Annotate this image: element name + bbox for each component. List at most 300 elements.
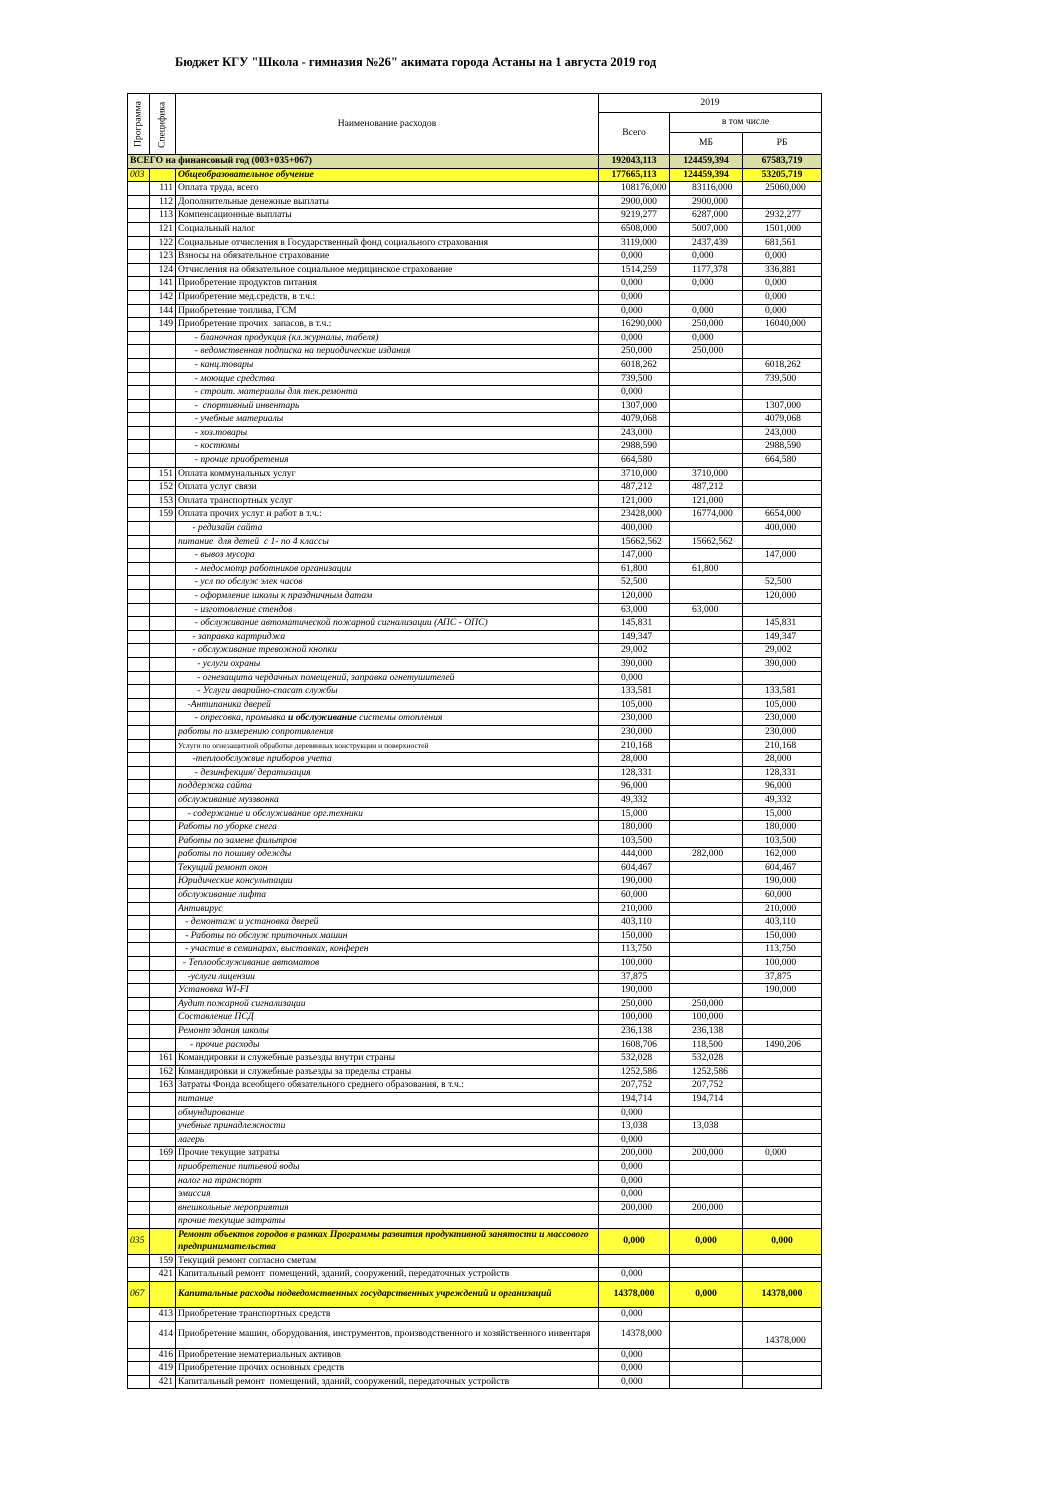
rb-value [743, 1133, 822, 1147]
row-name-text: -услуги лицензии [178, 970, 255, 982]
row-name [176, 1215, 599, 1229]
row-name [176, 454, 599, 468]
row-name-text: - канц.товары [178, 358, 254, 370]
specific-code: 421 [150, 1268, 176, 1282]
total-value: 13,038 [599, 1120, 670, 1134]
mb-value [670, 698, 743, 712]
row-name [176, 1201, 599, 1215]
total-value: 105,000 [599, 698, 670, 712]
mb-value [670, 1375, 743, 1389]
table-row [128, 821, 822, 835]
row-name [176, 644, 599, 658]
rb-value: 67583,719 [743, 155, 822, 169]
specific-code: 124 [150, 263, 176, 277]
row-name [176, 725, 599, 739]
specific-code [150, 957, 176, 971]
program-code [128, 807, 150, 821]
total-value: 14378,000 [599, 1321, 670, 1348]
table-row [128, 793, 822, 807]
row-name [176, 671, 599, 685]
row-name [176, 712, 599, 726]
mb-value [670, 943, 743, 957]
specific-code [150, 657, 176, 671]
rb-value: 37,875 [743, 970, 822, 984]
program-code [128, 617, 150, 631]
rb-value: 400,000 [743, 522, 822, 536]
row-name [176, 277, 599, 291]
program-code [128, 182, 150, 196]
row-name [176, 372, 599, 386]
rb-value [743, 1174, 822, 1188]
row-name-text: Оплата труда, всего [178, 182, 259, 194]
program-code [128, 753, 150, 767]
program-code [128, 209, 150, 223]
rb-value: 604,467 [743, 861, 822, 875]
table-row [128, 1321, 822, 1348]
row-name-text: Юридические консультации [178, 875, 293, 887]
total-value: 210,168 [599, 739, 670, 753]
row-name [176, 1174, 599, 1188]
program-code [128, 290, 150, 304]
program-code [128, 1160, 150, 1174]
header-rb: РБ [743, 133, 822, 155]
row-name [176, 1307, 599, 1321]
mb-value: 532,028 [670, 1052, 743, 1066]
program-code [128, 943, 150, 957]
specific-code [150, 562, 176, 576]
table-row [128, 603, 822, 617]
row-name-text: Услуги по огнезащитной обработке деревянных конструкции и поверхностей [178, 740, 429, 750]
specific-code [150, 943, 176, 957]
mb-value [670, 834, 743, 848]
program-code [128, 590, 150, 604]
mb-value [670, 1106, 743, 1120]
mb-value: 118,500 [670, 1038, 743, 1052]
specific-code [150, 793, 176, 807]
rb-value: 14378,000 [743, 1321, 822, 1348]
rb-value [743, 1188, 822, 1202]
row-name [176, 848, 599, 862]
header-year: 2019 [599, 94, 822, 113]
row-name-text: Антивирус [178, 902, 223, 914]
row-name [176, 889, 599, 903]
total-value: 149,347 [599, 630, 670, 644]
program-code: 035 [128, 1228, 150, 1254]
total-value: 1608,706 [599, 1038, 670, 1052]
rb-value: 120,000 [743, 590, 822, 604]
program-code [128, 1321, 150, 1348]
total-value: 200,000 [599, 1201, 670, 1215]
rb-value: 0,000 [743, 304, 822, 318]
row-name [176, 304, 599, 318]
rb-value: 128,331 [743, 766, 822, 780]
specific-code [150, 671, 176, 685]
rb-value: 162,000 [743, 848, 822, 862]
rb-value: 15,000 [743, 807, 822, 821]
header-including: в том числе [670, 113, 822, 133]
total-value: 532,028 [599, 1052, 670, 1066]
specific-code [150, 1281, 176, 1307]
rb-value [743, 481, 822, 495]
row-name [176, 549, 599, 563]
mb-value: 83116,000 [670, 182, 743, 196]
specific-code: 159 [150, 508, 176, 522]
mb-value: 100,000 [670, 1011, 743, 1025]
mb-value: 0,000 [670, 304, 743, 318]
total-value: 63,000 [599, 603, 670, 617]
total-value: 3119,000 [599, 236, 670, 250]
rb-value: 1501,000 [743, 222, 822, 236]
total-value: 103,500 [599, 834, 670, 848]
specific-code: 414 [150, 1321, 176, 1348]
row-name [176, 1348, 599, 1362]
program-code [128, 1011, 150, 1025]
program-row [128, 1281, 822, 1307]
rb-value: 739,500 [743, 372, 822, 386]
row-name-text: - учебные материалы [178, 413, 284, 425]
specific-code [150, 821, 176, 835]
header-mb: МБ [670, 133, 743, 155]
total-value: 6018,262 [599, 358, 670, 372]
row-name-text: - дезинфекция/ дератизация [178, 766, 311, 778]
row-name [176, 1052, 599, 1066]
total-value: 190,000 [599, 875, 670, 889]
rb-value: 49,332 [743, 793, 822, 807]
row-name [176, 1025, 599, 1039]
total-value: 16290,000 [599, 318, 670, 332]
row-name-text: работы по пошиву одежды [178, 848, 292, 860]
mb-value: 0,000 [670, 331, 743, 345]
mb-value [670, 807, 743, 821]
rb-value: 0,000 [743, 290, 822, 304]
rb-value [743, 1025, 822, 1039]
row-name-tail: системы отопления [356, 712, 443, 724]
rb-value [743, 1065, 822, 1079]
specific-code: 151 [150, 467, 176, 481]
rb-value [743, 535, 822, 549]
total-value: 1514,259 [599, 263, 670, 277]
row-name-text: - содержание и обслуживание орг.техники [178, 807, 363, 819]
mb-value [670, 957, 743, 971]
table-row [128, 1120, 822, 1134]
specific-code [150, 984, 176, 998]
row-name [176, 440, 599, 454]
specific-code: 144 [150, 304, 176, 318]
rb-value: 243,000 [743, 426, 822, 440]
rb-value: 145,831 [743, 617, 822, 631]
rb-value: 28,000 [743, 753, 822, 767]
table-row [128, 997, 822, 1011]
mb-value: 1252,586 [670, 1065, 743, 1079]
program-code [128, 902, 150, 916]
row-name-text: -Антипаника дверей [178, 698, 271, 710]
table-row [128, 875, 822, 889]
total-value: 128,331 [599, 766, 670, 780]
total-value: 604,467 [599, 861, 670, 875]
rb-value [743, 671, 822, 685]
row-name [176, 195, 599, 209]
row-name [176, 1065, 599, 1079]
table-row [128, 807, 822, 821]
specific-code: 421 [150, 1375, 176, 1389]
specific-code: 141 [150, 277, 176, 291]
mb-value: 13,038 [670, 1120, 743, 1134]
program-code [128, 1120, 150, 1134]
mb-value: 207,752 [670, 1079, 743, 1093]
mb-value [670, 1215, 743, 1229]
row-name [176, 875, 599, 889]
total-value: 23428,000 [599, 508, 670, 522]
row-name [176, 290, 599, 304]
row-name-text: поддержка сайта [178, 780, 252, 792]
program-code [128, 1348, 150, 1362]
total-value: 0,000 [599, 386, 670, 400]
mb-value: 0,000 [670, 1228, 743, 1254]
mb-value [670, 1133, 743, 1147]
row-name-text: Оплата услуг связи [178, 481, 257, 493]
rb-value [743, 331, 822, 345]
specific-code [150, 766, 176, 780]
program-code [128, 834, 150, 848]
table-row [128, 889, 822, 903]
total-value: 14378,000 [599, 1281, 670, 1307]
program-code [128, 331, 150, 345]
specific-code [150, 372, 176, 386]
total-value: 200,000 [599, 1147, 670, 1161]
specific-code [150, 1120, 176, 1134]
row-name [176, 698, 599, 712]
total-value: 210,000 [599, 902, 670, 916]
row-name [176, 685, 599, 699]
mb-value [670, 712, 743, 726]
rb-value: 336,881 [743, 263, 822, 277]
total-value: 37,875 [599, 970, 670, 984]
rb-value [743, 1348, 822, 1362]
row-name-text: - прочие приобретения [178, 454, 289, 466]
mb-value: 200,000 [670, 1147, 743, 1161]
row-name-text: питание [178, 1092, 214, 1104]
rb-value [743, 1052, 822, 1066]
table-row [128, 725, 822, 739]
row-name-text: - обслуживание автоматической пожарной сигнализации (АПС - ОПС) [178, 617, 488, 629]
row-name [176, 1228, 599, 1254]
row-name [176, 1281, 599, 1307]
mb-value [670, 1174, 743, 1188]
specific-code [150, 535, 176, 549]
mb-value [670, 617, 743, 631]
row-name-text: - прочие расходы [178, 1038, 260, 1050]
total-value: 0,000 [599, 290, 670, 304]
program-code [128, 263, 150, 277]
row-name-text: Дополнительные денежные выплаты [178, 195, 329, 207]
program-code [128, 562, 150, 576]
table-row [128, 535, 822, 549]
table-row [128, 902, 822, 916]
row-name-text: прочие текущие затраты [178, 1215, 286, 1227]
specific-code: 122 [150, 236, 176, 250]
mb-value [670, 1268, 743, 1282]
program-code [128, 345, 150, 359]
mb-value: 250,000 [670, 345, 743, 359]
table-row [128, 1038, 822, 1052]
program-code [128, 685, 150, 699]
row-name-text: Приобретение нематериальных активов [178, 1348, 341, 1360]
program-code [128, 848, 150, 862]
table-row [128, 209, 822, 223]
total-value: 2900,000 [599, 195, 670, 209]
table-row [128, 984, 822, 998]
mb-value: 1177,378 [670, 263, 743, 277]
row-name-text: - усл по обслуж элек часов [178, 576, 303, 588]
mb-value [670, 1348, 743, 1362]
specific-code: 152 [150, 481, 176, 495]
rb-value: 14378,000 [743, 1281, 822, 1307]
specific-code [150, 997, 176, 1011]
rb-value: 4079,068 [743, 413, 822, 427]
program-code [128, 630, 150, 644]
table-row [128, 345, 822, 359]
table-row [128, 386, 822, 400]
program-code [128, 576, 150, 590]
table-row [128, 1025, 822, 1039]
row-name [176, 481, 599, 495]
row-name-text: - ведомственная подписка на периодические издания [178, 345, 411, 357]
row-name-text: Работы по уборке снега [178, 821, 277, 833]
table-row [128, 426, 822, 440]
rb-value [743, 1106, 822, 1120]
row-name [176, 1147, 599, 1161]
rb-value: 53205,719 [743, 168, 822, 182]
mb-value [670, 1307, 743, 1321]
program-code [128, 698, 150, 712]
specific-code [150, 1160, 176, 1174]
rb-value: 210,000 [743, 902, 822, 916]
total-value: 60,000 [599, 889, 670, 903]
mb-value: 61,800 [670, 562, 743, 576]
rb-value: 190,000 [743, 984, 822, 998]
program-code [128, 984, 150, 998]
row-name-text: внешкольные мероприятия [178, 1201, 289, 1213]
program-code [128, 1092, 150, 1106]
rb-value: 29,002 [743, 644, 822, 658]
specific-code [150, 617, 176, 631]
total-value: 4079,068 [599, 413, 670, 427]
program-code [128, 929, 150, 943]
row-name [176, 399, 599, 413]
rb-value [743, 467, 822, 481]
table-row [128, 739, 822, 753]
program-code: 067 [128, 1281, 150, 1307]
rb-value: 2932,277 [743, 209, 822, 223]
table-row [128, 304, 822, 318]
table-row [128, 508, 822, 522]
row-name [176, 1362, 599, 1376]
rb-value [743, 1268, 822, 1282]
table-row [128, 1307, 822, 1321]
row-name [176, 916, 599, 930]
program-code [128, 222, 150, 236]
table-row [128, 250, 822, 264]
specific-code [150, 1011, 176, 1025]
mb-value: 3710,000 [670, 467, 743, 481]
total-value: 0,000 [599, 1307, 670, 1321]
total-value: 6508,000 [599, 222, 670, 236]
specific-code [150, 739, 176, 753]
total-value: 236,138 [599, 1025, 670, 1039]
program-code [128, 372, 150, 386]
total-value: 1252,586 [599, 1065, 670, 1079]
row-name [176, 508, 599, 522]
total-value: 15,000 [599, 807, 670, 821]
row-name-text: Ремонт здания школы [178, 1025, 269, 1036]
table-row [128, 318, 822, 332]
program-code [128, 1254, 150, 1268]
row-name-text: - демонтаж и установка дверей [178, 916, 319, 928]
total-value: 2988,590 [599, 440, 670, 454]
row-name [176, 467, 599, 481]
mb-value [670, 1188, 743, 1202]
specific-code [150, 549, 176, 563]
specific-code: 169 [150, 1147, 176, 1161]
mb-value [670, 793, 743, 807]
specific-code: 161 [150, 1052, 176, 1066]
row-name [176, 1079, 599, 1093]
row-name-text: - костюмы [178, 440, 240, 452]
program-code [128, 481, 150, 495]
row-name-text: Установка WI-FI [178, 984, 249, 996]
mb-value: 2900,000 [670, 195, 743, 209]
program-code [128, 916, 150, 930]
rb-value: 16040,000 [743, 318, 822, 332]
specific-code: 162 [150, 1065, 176, 1079]
rb-value [743, 562, 822, 576]
total-value: 1307,000 [599, 399, 670, 413]
total-value: 61,800 [599, 562, 670, 576]
row-name-text: Капитальный ремонт помещений, зданий, сооружений, передаточных устройств [178, 1375, 510, 1387]
mb-value: 282,000 [670, 848, 743, 862]
row-name [176, 413, 599, 427]
mb-value [670, 929, 743, 943]
row-name-text: Прочие текущие затраты [178, 1147, 280, 1159]
row-name-text: приобретение питьевой воды [178, 1160, 300, 1172]
program-code [128, 1307, 150, 1321]
row-name [176, 861, 599, 875]
rb-value: 60,000 [743, 889, 822, 903]
row-name [176, 753, 599, 767]
total-value: 96,000 [599, 780, 670, 794]
specific-code [150, 1133, 176, 1147]
program-code [128, 1133, 150, 1147]
program-code [128, 671, 150, 685]
row-name [176, 943, 599, 957]
program-code [128, 1188, 150, 1202]
row-name [176, 250, 599, 264]
row-name-text: Компенсационные выплаты [178, 209, 292, 221]
program-code [128, 508, 150, 522]
specific-code [150, 386, 176, 400]
table-row [128, 712, 822, 726]
row-name [176, 766, 599, 780]
row-name-text: Текущий ремонт окон [178, 861, 268, 873]
program-code [128, 1268, 150, 1282]
row-name-text: Отчисления на обязательное социальное медицинское страхование [178, 263, 453, 275]
table-row [128, 454, 822, 468]
rb-value [743, 345, 822, 359]
specific-code [150, 1038, 176, 1052]
table-row [128, 1011, 822, 1025]
mb-value [670, 386, 743, 400]
row-name-text: Составление ПСД [178, 1011, 254, 1023]
